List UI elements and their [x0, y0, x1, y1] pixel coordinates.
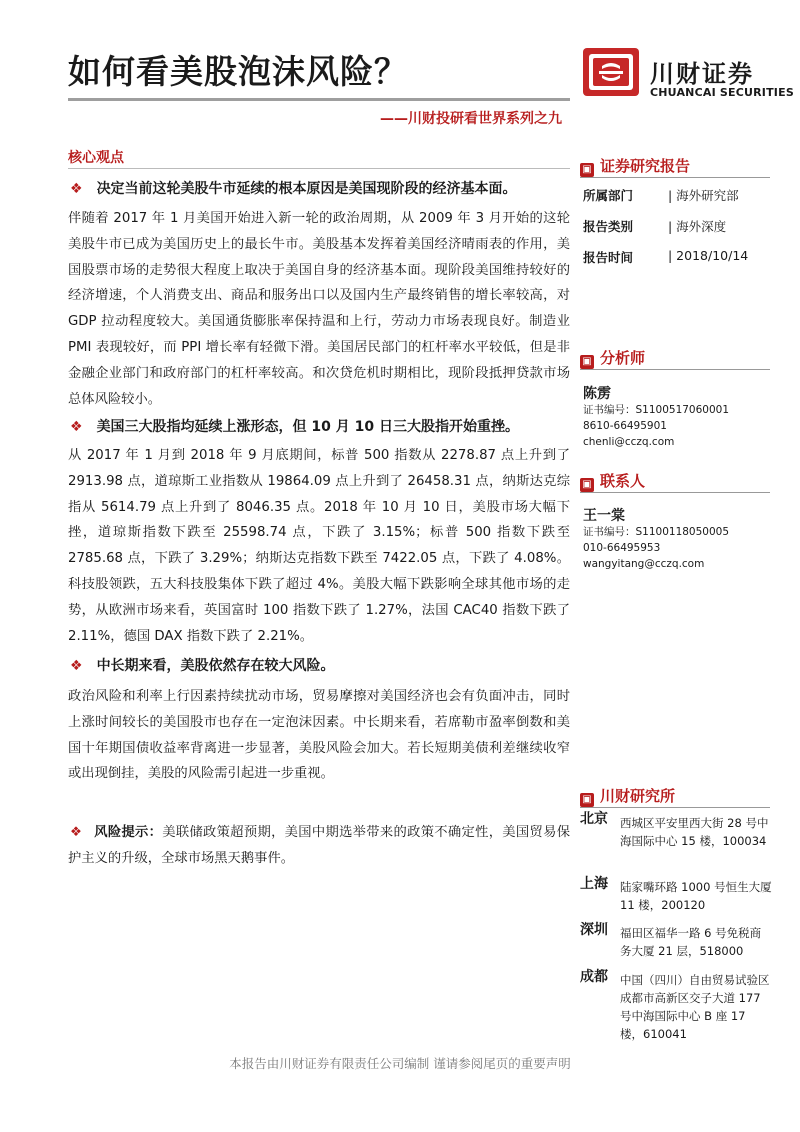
key-point-1-text: 决定当前这轮美股牛市延续的根本原因是美国现阶段的经济基本面。	[96, 181, 517, 197]
key-point-1	[68, 178, 570, 200]
contact-cert: 证书编号：S1100118050005	[583, 526, 730, 538]
sidebar-rule	[580, 177, 770, 178]
office-city: 深圳	[580, 922, 608, 938]
header-rule	[68, 98, 570, 101]
paragraph-2: 从 2017 年 1 月到 2018 年 9 月底期间，标普 500 指数从 2278.87 点上升到了 2913.98 点，道琼斯工业指数从 19864.09 点上升到了 26458.31 点，纳斯达克综指从 5614.79 点上升到了 8046.35 点。2018 年 10 月 10 日，美股市场大幅下挫，道琼斯指数下跌至 25598.74 点，下跌了 3.15%；标普 500 指数下跌至 2785.68 点，下跌了 3.29%；纳斯达克指数下跌至 7422.05 点，下跌了 4.08%。科技股领跌，五大科技股集体下跌了超过 4%。美股大幅下跌影响全球其他市场的走势，从欧洲市场来看，英国富时 100 指数下跌了 1.27%，法国 CAC40 指数下跌了 2.11%，德国 DAX 指数下跌了 2.21%。	[68, 448, 570, 644]
key-point-2	[68, 416, 570, 438]
office-city: 北京	[580, 811, 608, 827]
sidebar-rule	[580, 492, 770, 493]
analyst-name: 陈雳	[583, 386, 611, 402]
institute-heading-text: 川财研究所	[600, 787, 676, 805]
date-label: 报告时间	[583, 250, 634, 265]
paragraph-3: 政治风险和利率上行因素持续扰动市场，贸易摩擦对美国经济也会有负面冲击，同时上涨时间较长的美国股市也存在一定泡沫因素。中长期来看，若席勒市盈率倒数和美国十年期国债收益率背离进一步显著，美股风险会加大。若长短期美债利差继续收窄或出现倒挂，美股的风险需引起进一步重视。	[68, 689, 570, 782]
office-address: 中国（四川）自由贸易试验区成都市高新区交子大道 177 号中海国际中心 B 座 17 楼，610041	[620, 973, 770, 1041]
dept-label: 所属部门	[583, 188, 634, 203]
core-view-heading: 核心观点	[68, 150, 124, 166]
analyst-email[interactable]: chenli@cczq.com	[583, 436, 675, 448]
report-icon: ▣	[580, 163, 594, 177]
contact-icon: ▣	[580, 478, 594, 492]
dept-value: | 海外研究部	[668, 188, 739, 203]
office-address: 陆家嘴环路 1000 号恒生大厦 11 楼，200120	[620, 880, 772, 912]
footer-disclaimer: 本报告由川财证券有限责任公司编制 谨请参阅尾页的重要声明	[229, 1056, 571, 1071]
office-address: 福田区福华一路 6 号免税商务大厦 21 层，518000	[620, 926, 762, 958]
office-city: 上海	[580, 876, 608, 892]
series-subtitle: ——川财投研看世界系列之九	[380, 111, 562, 127]
office-address: 西城区平安里西大街 28 号中海国际中心 15 楼，100034	[620, 816, 769, 848]
institute-icon: ▣	[580, 793, 594, 807]
sidebar-rule	[580, 369, 770, 370]
analyst-heading	[580, 347, 645, 369]
core-view-rule	[68, 168, 570, 169]
sidebar-rule	[580, 807, 770, 808]
contact-phone: 010-66495953	[583, 542, 661, 554]
diamond-bullet-icon: ❖	[70, 658, 83, 674]
risk-warning	[68, 820, 570, 872]
risk-label: 风险提示：	[94, 825, 163, 840]
contact-heading-text: 联系人	[600, 472, 646, 490]
type-label: 报告类别	[583, 219, 634, 234]
diamond-bullet-icon: ❖	[70, 419, 83, 435]
contact-email[interactable]: wangyitang@cczq.com	[583, 558, 705, 570]
chuancai-logo-icon	[582, 47, 640, 97]
analyst-phone: 8610-66495901	[583, 420, 667, 432]
logo-cn-text: 川财证券	[650, 60, 754, 88]
type-value: | 海外深度	[668, 219, 727, 234]
diamond-bullet-icon: ❖	[70, 181, 83, 197]
page-title: 如何看美股泡沫风险？	[68, 52, 408, 91]
key-point-3-text: 中长期来看，美股依然存在较大风险。	[96, 658, 335, 674]
contact-name: 王一棠	[583, 508, 625, 524]
office-city: 成都	[580, 969, 608, 985]
date-value: | 2018/10/14	[668, 248, 749, 263]
key-point-2-text: 美国三大股指均延续上涨形态，但 10 月 10 日三大股指开始重挫。	[96, 419, 520, 435]
analyst-icon: ▣	[580, 355, 594, 369]
contact-heading	[580, 470, 645, 492]
risk-text: 美联储政策超预期，美国中期选举带来的政策不确定性，美国贸易保护主义的升级，全球市场黑天鹅事件。	[68, 825, 571, 866]
institute-heading	[580, 785, 675, 807]
report-heading	[580, 155, 690, 177]
analyst-cert: 证书编号：S1100517060001	[583, 404, 730, 416]
diamond-bullet-icon: ❖	[70, 825, 83, 840]
logo-en-text: CHUANCAI SECURITIES	[650, 86, 794, 99]
paragraph-1: 伴随着 2017 年 1 月美国开始进入新一轮的政治周期，从 2009 年 3 月开始的这轮美股牛市已成为美国历史上的最长牛市。美股基本发挥着美国经济晴雨表的作用，美国股票市场的走势很大程度上取决于美国自身的经济基本面。现阶段美国维持较好的经济增速，个人消费支出、商品和服务出口以及国内生产最终销售的增长率较高，对 GDP 拉动程度较大。美国通货膨胀率保持温和上行，劳动力市场表现良好。制造业 PMI 表现较好，而 PPI 增长率有轻微下滑。美国居民部门的杠杆率水平较低，但是非金融企业部门和政府部门的杠杆率较高。和次贷危机时期相比，现阶段抵押贷款市场总体风险较小。	[68, 211, 570, 407]
report-heading-text: 证券研究报告	[600, 157, 691, 175]
analyst-heading-text: 分析师	[600, 349, 646, 367]
key-point-3	[68, 655, 570, 677]
